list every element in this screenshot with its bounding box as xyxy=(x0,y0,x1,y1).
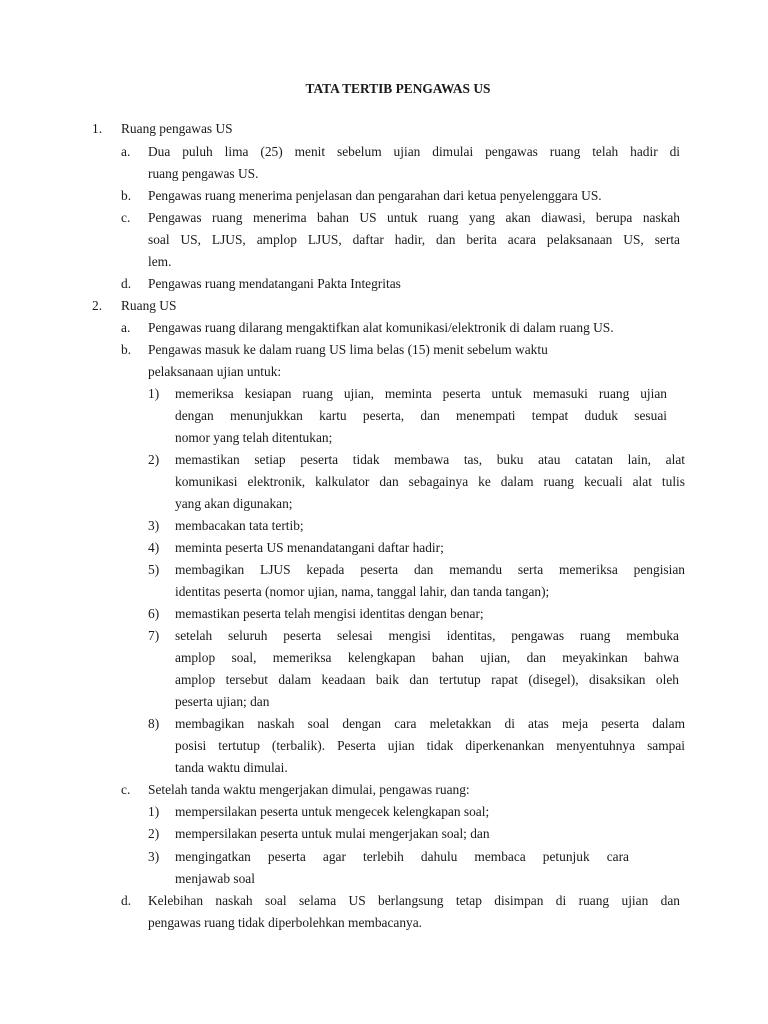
subitem-number: 6) xyxy=(148,606,160,621)
item-letter: b. xyxy=(121,188,132,203)
item-text-line: Pengawas ruang menerima bahan US untuk ruang yang akan diawasi, berupa naskah xyxy=(148,210,680,225)
item-text: Pengawas ruang menerima penjelasan dan pengarahan dari ketua penyelenggara US. xyxy=(148,188,602,203)
subitem-text-line: yang akan digunakan; xyxy=(175,496,293,511)
item-letter: a. xyxy=(121,144,131,159)
item-text-line: pengawas ruang tidak diperbolehkan membacanya. xyxy=(148,915,423,930)
subitem-text-line: amplop tersebut dalam keadaan baik dan tertutup rapat (disegel), disaksikan oleh xyxy=(175,672,679,687)
item-text-line: soal US, LJUS, amplop LJUS, daftar hadir, dan berita acara pelaksanaan US, serta xyxy=(148,232,680,247)
subitem-text-line: memeriksa kesiapan ruang ujian, meminta peserta untuk memasuki ruang ujian xyxy=(175,386,667,401)
subitem-text-line: membagikan naskah soal dengan cara meletakkan di atas meja peserta dalam xyxy=(175,716,685,731)
subitem-number: 5) xyxy=(148,562,160,577)
subitem-text: mempersilakan peserta untuk mulai mengerjakan soal; dan xyxy=(175,826,490,841)
item-letter: d. xyxy=(121,893,132,908)
subitem-text: memastikan peserta telah mengisi identitas dengan benar; xyxy=(175,606,484,621)
item-text: Pengawas ruang dilarang mengaktifkan alat komunikasi/elektronik di dalam ruang US. xyxy=(148,320,614,335)
section-heading: Ruang US xyxy=(121,298,177,313)
subitem-number: 1) xyxy=(148,386,160,401)
item-text: Pengawas ruang mendatangani Pakta Integritas xyxy=(148,276,401,291)
subitem-text-line: peserta ujian; dan xyxy=(175,694,270,709)
subitem-number: 3) xyxy=(148,518,160,533)
subitem-number: 4) xyxy=(148,540,160,555)
item-text-line: Dua puluh lima (25) menit sebelum ujian dimulai pengawas ruang telah hadir di xyxy=(148,144,680,159)
subitem-number: 1) xyxy=(148,804,160,819)
subitem-text-line: menjawab soal xyxy=(175,871,255,886)
subitem-text-line: setelah seluruh peserta selesai mengisi identitas, pengawas ruang membuka xyxy=(175,628,679,643)
section-number: 2. xyxy=(92,298,103,313)
item-text-line: Pengawas masuk ke dalam ruang US lima belas (15) menit sebelum waktu xyxy=(148,342,548,357)
item-letter: c. xyxy=(121,210,131,225)
subitem-text: mempersilakan peserta untuk mengecek kelengkapan soal; xyxy=(175,804,490,819)
item-letter: d. xyxy=(121,276,132,291)
subitem-text-line: komunikasi elektronik, kalkulator dan sebagainya ke dalam ruang kecuali alat tulis xyxy=(175,474,685,489)
page-title: TATA TERTIB PENGAWAS US xyxy=(305,81,491,96)
subitem-text: membacakan tata tertib; xyxy=(175,518,304,533)
subitem-text-line: posisi tertutup (terbalik). Peserta ujian tidak diperkenankan menyentuhnya sampai xyxy=(175,738,685,753)
subitem-text-line: mengingatkan peserta agar terlebih dahulu membaca petunjuk cara xyxy=(175,849,629,864)
subitem-number: 8) xyxy=(148,716,160,731)
section-heading: Ruang pengawas US xyxy=(121,121,233,136)
subitem-number: 2) xyxy=(148,826,160,841)
item-letter: a. xyxy=(121,320,131,335)
subitem-number: 7) xyxy=(148,628,160,643)
item-text-line: Kelebihan naskah soal selama US berlangsung tetap disimpan di ruang ujian dan xyxy=(148,893,680,908)
item-text-line: ruang pengawas US. xyxy=(148,166,259,181)
section-number: 1. xyxy=(92,121,103,136)
subitem-number: 3) xyxy=(148,849,160,864)
subitem-text-line: dengan menunjukkan kartu peserta, dan menempati tempat duduk sesuai xyxy=(175,408,667,423)
item-text-line: lem. xyxy=(148,254,172,269)
subitem-text-line: membagikan LJUS kepada peserta dan memandu serta memeriksa pengisian xyxy=(175,562,685,577)
subitem-text-line: memastikan setiap peserta tidak membawa tas, buku atau catatan lain, alat xyxy=(175,452,685,467)
subitem-text-line: amplop soal, memeriksa kelengkapan bahan ujian, dan meyakinkan bahwa xyxy=(175,650,679,665)
subitem-text-line: identitas peserta (nomor ujian, nama, tanggal lahir, dan tanda tangan); xyxy=(175,584,550,599)
subitem-text-line: nomor yang telah ditentukan; xyxy=(175,430,333,445)
item-text: Setelah tanda waktu mengerjakan dimulai, pengawas ruang: xyxy=(148,782,470,797)
item-text-line: pelaksanaan ujian untuk: xyxy=(148,364,282,379)
subitem-text: meminta peserta US menandatangani daftar hadir; xyxy=(175,540,444,555)
subitem-text-line: tanda waktu dimulai. xyxy=(175,760,288,775)
item-letter: b. xyxy=(121,342,132,357)
item-letter: c. xyxy=(121,782,131,797)
subitem-number: 2) xyxy=(148,452,160,467)
